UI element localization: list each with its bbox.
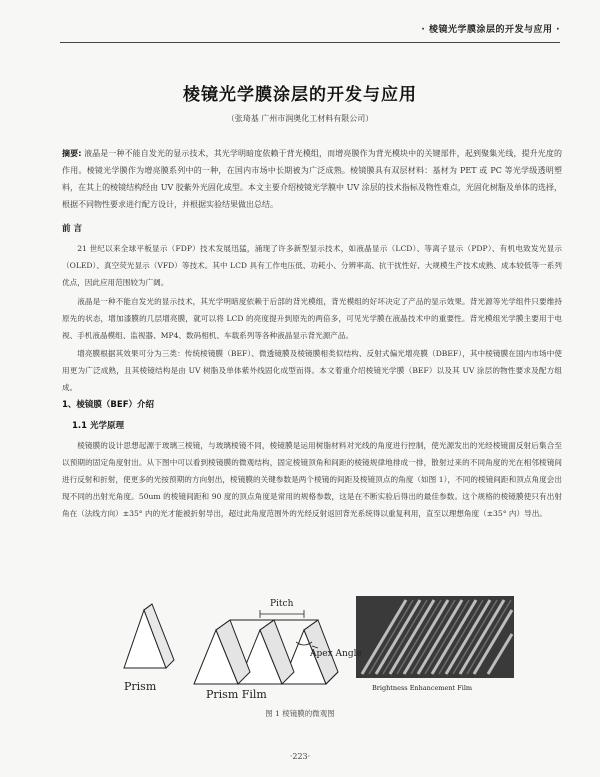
paragraph-4: 棱镜膜的设计思想起源于玻璃三棱镜，与玻璃棱镜不同，棱镜膜是运用树脂材料对光线的角度进行控制，使光源发出的光经棱镜面反射后集合至以预期的固定角度射出。从下图中可以看到棱镜膜的微观结构，固定棱镜顶角和间距的棱镜规律地排成一排，散射过来的不同角度的光在相邻棱镜间进行反射和折射，使更多的光按预期的方向射出，棱镜膜的关键参数是两个棱镜的间距及棱镜顶点的角度（如图 1），不同的棱镜间距和顶点角度会出现不同的出射光角度。50um 的棱镜间距和 90 度的顶点角度是常用的规格参数，这是在不断实验后得出的最佳参数。这个规格的棱镜膜使只有出射角在（法线方向）±35° 内的光才能被折射导出，超过此角度范围外的光经反射返回背光系统得以重复利用，直至以理想角度（±35° 内）导出。	[62, 441, 562, 518]
author-affiliation: （张琦基 广州市润奥化工材料有限公司）	[226, 114, 374, 123]
label-prism-film: Prism Film	[206, 688, 267, 701]
preface-heading: 前 言	[62, 224, 82, 234]
paragraph-2: 液晶是一种不能自发光的显示技术，其光学明暗度依赖于后部的背光模组，背光模组的好坏决定了产品的显示效果。背光源等光学组件只要维持原先的状态，增加漆膜的几层增亮膜，就可以将 LCD 的亮度提升到原先的两倍多，可见光学膜在液晶技术中的重要性。背光模组光学膜主要用于电视、手机液晶模组、监视器、MP4、数码相机、车载系列等各种液晶显示背光源产品。	[62, 297, 562, 340]
page-number: ·223·	[289, 752, 311, 761]
abstract-label: 摘要:	[62, 149, 82, 158]
article-title: 棱镜光学膜涂层的开发与应用	[183, 85, 417, 105]
paragraph-3: 增亮膜根据其效果可分为三类：传统棱镜膜（BEF）、微透镜膜及棱镜膜相类似结构、反射式偏光增亮膜（DBEF），其中棱镜膜在国内市场中使用更为广泛成熟，且其棱镜结构是由 UV 树脂及单体紫外线固化成型而得。本文着重介绍棱镜光学膜（BEF）以及其 UV 涂层的物性要求及配方组成。	[62, 349, 562, 392]
section-1-1-heading: 1.1 光学原理	[72, 421, 125, 431]
paragraph-1: 21 世纪以来全球平板显示（FDP）技术发展迅猛，涌现了许多新型显示技术，如液晶显示（LCD）、等离子显示（PDP）、有机电致发光显示（OLED）、真空荧光显示（VFD）等技术。其中 LCD 具有工作电压低、功耗小、分辨率高、抗干扰性好、大规模生产技术成熟、成本较低等一系列优点，因此应用范围较为广阔。	[62, 244, 562, 287]
abstract-text: 液晶是一种不能自发光的显示技术，其光学明暗度依赖于背光模组，而增亮膜作为背光模块中的关键部件，起到聚集光线，提升光度的作用。棱镜光学膜作为增亮膜系列中的一种，在国内市场中长期被为广泛成熟。棱镜膜具有双层材料：基材为 PET 或 PC 等光学级透明塑料，在其上的棱镜结构经由 UV 胶紫外光固化成型。本文主要介绍棱镜光学膜中 UV 涂层的技术指标及物性难点，光固化树脂及单体的选择，根据不同物性要求进行配方设计，并根据实验结果做出总结。	[62, 149, 562, 209]
single-prism	[124, 604, 174, 668]
figure-caption: 图 1 棱镜膜的微观图	[265, 709, 335, 718]
abstract	[62, 145, 562, 213]
label-prism: Prism	[124, 680, 157, 693]
bef-micrograph	[356, 596, 514, 678]
label-bef: Brightness Enhancement Film	[372, 684, 473, 692]
running-header	[60, 18, 560, 43]
prism-figure	[110, 590, 520, 705]
label-pitch: Pitch	[270, 599, 294, 609]
running-title: · 棱镜光学膜涂层的开发与应用 ·	[421, 25, 560, 35]
label-apex-angle: Apex Angle	[310, 649, 362, 659]
prism-film-drawing	[194, 610, 338, 684]
section-1-heading: 1、棱镜膜（BEF）介绍	[62, 400, 155, 410]
